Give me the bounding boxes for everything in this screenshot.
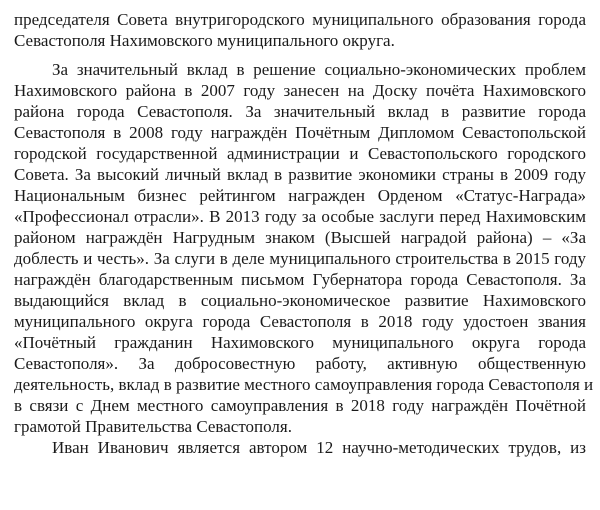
text-line: деятельность, вклад в развитие местного самоуправления города Севастополя и [14,375,594,394]
text-line: Нахимовского района в 2007 году занесен на Доску почёта Нахимовского [14,81,586,100]
text-line: в связи с Днем местного самоуправления в 2018 году награждён Почётной [14,396,586,415]
text-line: председателя Совета внутригородского муниципального образования города [14,10,586,29]
text-line: выдающийся вклад в социально-экономическое развитие Нахимовского [14,291,586,310]
text-line: За значительный вклад в решение социально-экономических проблем [52,60,586,79]
text-line: награждён благодарственным письмом Губернатора города Севастополя. За [14,270,586,289]
text-line: районом награждён Нагрудным знаком (Высшей наградой района) – «За [14,228,586,247]
text-line: «Почётный гражданин Нахимовского муниципального округа города [14,333,586,352]
text-line: Севастополя Нахимовского муниципального округа. [14,31,395,50]
text-line: муниципального округа города Севастополя в 2018 году удостоен звания [14,312,586,331]
text-line: Иван Иванович является автором 12 научно-методических трудов, из [52,438,586,457]
text-line: городской государственной администрации и Севастопольского городского [14,144,586,163]
text-line: района города Севастополя. За значительный вклад в развитие города [14,102,586,121]
text-line: грамотой Правительства Севастополя. [14,417,292,436]
text-line: Совета. За высокий личный вклад в развитие экономики страны в 2009 году [14,165,586,184]
text-line: Севастополя». За добросовестную работу, активную общественную [14,354,586,373]
text-line: Севастополя в 2008 году награждён Почётным Дипломом Севастопольской [14,123,586,142]
text-line: «Профессионал отрасли». В 2013 году за особые заслуги перед Нахимовским [14,207,586,226]
text-line: Национальным бизнес рейтингом награжден Орденом «Статус-Награда» [14,186,586,205]
text-line: доблесть и честь». За слуги в деле муниципального строительства в 2015 году [14,249,586,268]
